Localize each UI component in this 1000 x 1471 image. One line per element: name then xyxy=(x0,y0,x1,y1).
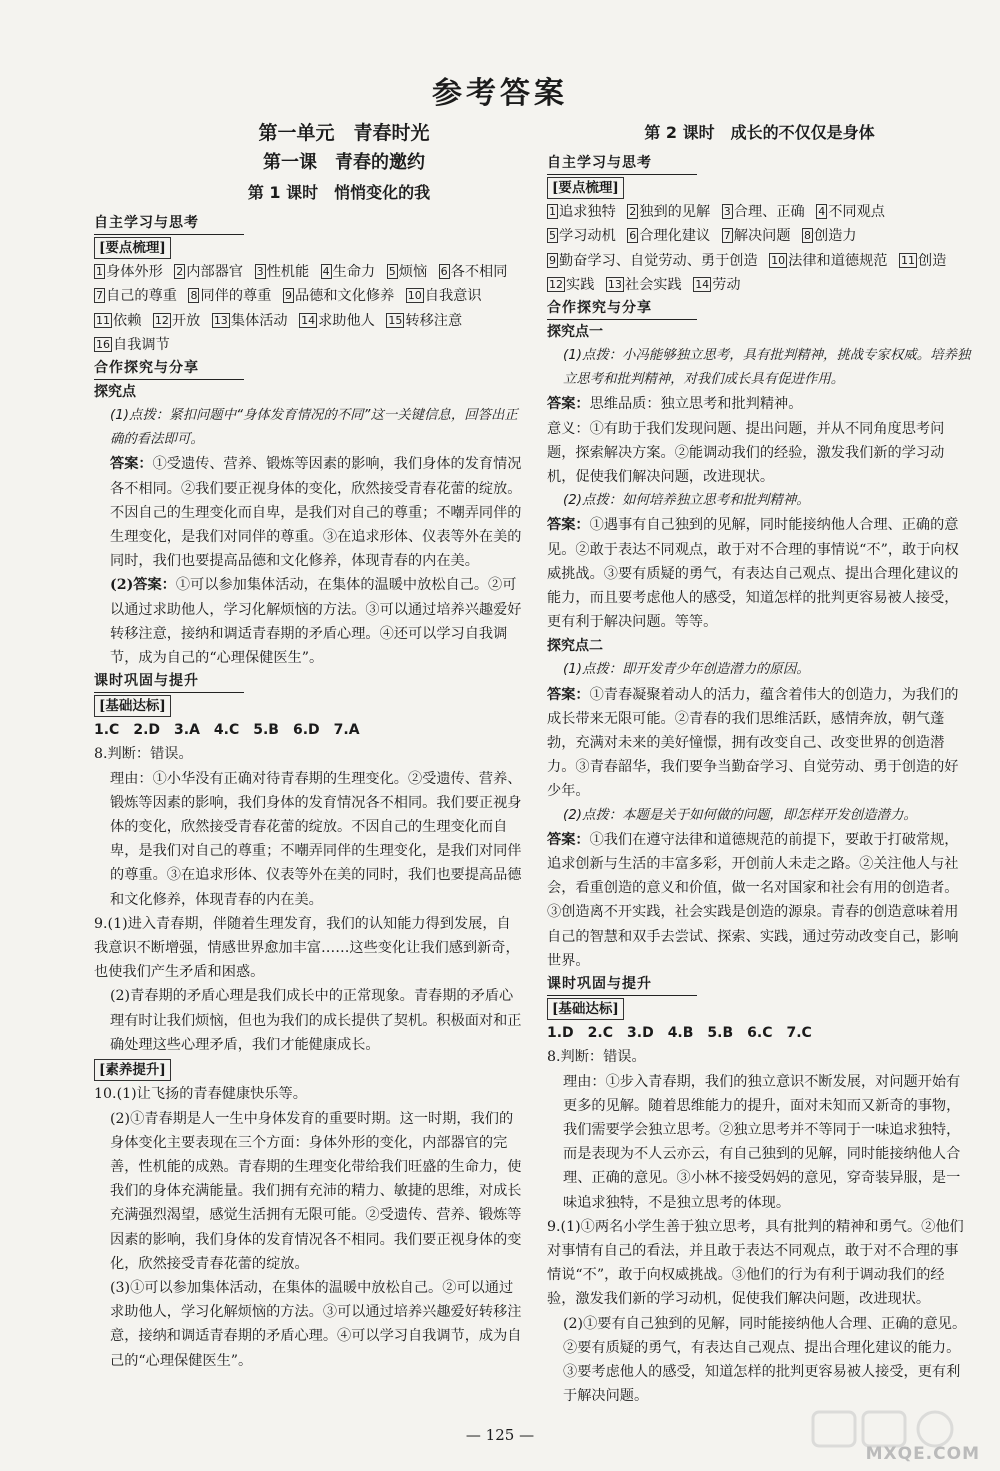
key-point-item xyxy=(94,337,170,353)
hint-text: (2)点拨：如何培养独立思考和批判精神。 xyxy=(563,493,810,509)
key-point-item xyxy=(802,228,857,244)
section-self-study: 自主学习与思考 xyxy=(547,152,697,175)
answer-label: 答案： xyxy=(547,396,590,413)
key-point-item xyxy=(94,288,177,304)
section-cooperation: 合作探究与分享 xyxy=(94,357,244,380)
answer-label: 答案： xyxy=(110,456,153,473)
key-point-text: 勤奋学习、自觉劳动、勇于创造 xyxy=(559,252,758,269)
period-heading: 第 2 课时 成长的不仅仅是身体 xyxy=(644,123,875,142)
key-point-text: 身体外形 xyxy=(106,264,163,281)
key-point-item xyxy=(255,264,310,280)
key-point-item xyxy=(899,253,946,269)
key-point-number: 16 xyxy=(96,337,110,351)
key-point-item xyxy=(174,264,243,280)
key-point-text: 独到的见解 xyxy=(639,204,711,221)
key-point-text: 社会实践 xyxy=(624,276,682,293)
key-point-item xyxy=(212,313,288,329)
key-point-number: 13 xyxy=(213,313,228,327)
multiple-choice-answers: 1.C 2.D 3.A 4.C 5.B 6.D 7.A xyxy=(94,722,360,739)
key-point-number: 11 xyxy=(901,253,915,267)
key-point-number: 9 xyxy=(549,253,556,267)
key-point-number: 7 xyxy=(723,229,731,243)
question-8-reason: 理由：①步入青春期，我们的独立意识不断发展，对问题开始有更多的见解。随着思维能力的提升，面对未知而又新奇的事物，我们需要学会独立思考。②独立思考并不等同于一味追求独特，而是表现为不人云亦云，有自己独到的见解，同时能接纳他人合理、正确的意见。③小林不接受妈妈的意见，穿奇装异服，是一味追求独特，不是独立思考的体现。 xyxy=(563,1073,961,1211)
key-point-text: 开放 xyxy=(171,312,201,329)
key-point-number: 14 xyxy=(301,313,316,327)
right-column xyxy=(547,118,972,1408)
hint-text: (1)点拨：紧扣问题中“身体发育情况的不同”这一关键信息，回答出正确的看法即可。 xyxy=(110,408,518,448)
key-point-item xyxy=(321,264,376,280)
key-point-number: 5 xyxy=(388,265,396,279)
period-heading: 第 1 课时 悄悄变化的我 xyxy=(247,183,431,202)
key-point-number: 12 xyxy=(154,313,169,327)
key-point-number: 2 xyxy=(629,205,637,219)
key-point-number: 11 xyxy=(96,313,110,327)
meaning-paragraph: 意义：①有助于我们发现问题、提出问题，并从不同角度思考问题，探索解决方案。②能调动我们的经验，激发我们新的学习动机，促使我们解决问题，改进现状。 xyxy=(547,420,945,486)
key-point-text: 烦恼 xyxy=(398,264,428,281)
key-point-item xyxy=(693,277,740,293)
key-point-item xyxy=(547,253,758,269)
key-point-item xyxy=(722,228,791,244)
unit-heading: 第一单元 青春时光 xyxy=(258,122,430,144)
lesson-heading: 第一课 青春的邀约 xyxy=(263,152,425,173)
key-point-item xyxy=(299,313,375,329)
key-point-number: 14 xyxy=(695,277,710,291)
section-cooperation: 合作探究与分享 xyxy=(547,297,697,320)
key-point-number: 15 xyxy=(388,313,403,327)
key-point-item xyxy=(816,204,885,220)
key-point-text: 内部器官 xyxy=(186,264,244,281)
question-9-part-2: (2)①要有自己独到的见解，同时能接纳他人合理、正确的意见。②要有质疑的勇气，有表达自己观点、提出合理化建议的能力。③要考虑他人的感受，知道怎样的批判更容易被人接受，更有利于解决问题。 xyxy=(563,1315,967,1405)
key-point-number: 2 xyxy=(176,265,184,279)
section-self-study: 自主学习与思考 xyxy=(94,212,244,235)
answer-label: 答案： xyxy=(547,517,590,534)
key-point-number: 8 xyxy=(804,229,812,243)
key-point-number: 7 xyxy=(96,289,103,303)
page-title: 参考答案 xyxy=(432,76,568,111)
question-10-part-1: 10.(1)让飞扬的青春健康快乐等。 xyxy=(94,1086,307,1103)
key-point-text: 解决问题 xyxy=(733,228,791,245)
key-points-list xyxy=(547,200,972,297)
key-point-number: 1 xyxy=(96,265,103,279)
key-point-item xyxy=(769,253,887,269)
key-point-item xyxy=(627,228,710,244)
key-point-item xyxy=(153,313,200,329)
key-point-text: 集体活动 xyxy=(230,312,288,329)
answer-label: (2)答案： xyxy=(110,577,176,594)
key-point-number: 10 xyxy=(771,253,786,267)
watermark-text: MXQE.COM xyxy=(865,1444,980,1464)
key-point-text: 创造力 xyxy=(814,228,857,245)
key-point-item xyxy=(387,264,427,280)
key-point-text: 学习动机 xyxy=(559,228,616,245)
answer-paragraph xyxy=(547,392,972,416)
key-point-text: 追求独特 xyxy=(559,204,616,221)
key-point-text: 劳动 xyxy=(712,276,741,293)
key-point-number: 4 xyxy=(322,265,330,279)
key-point-text: 生命力 xyxy=(332,264,376,281)
key-point-number: 10 xyxy=(407,289,422,303)
question-8: 8.判断：错误。 xyxy=(547,1049,646,1066)
section-consolidation: 课时巩固与提升 xyxy=(547,973,697,996)
key-point-item xyxy=(94,264,163,280)
box-basic: [基础达标] xyxy=(94,695,171,717)
key-point-text: 创造 xyxy=(918,252,947,269)
answer-label: 答案： xyxy=(547,831,590,848)
question-10-part-2: (2)①青春期是人一生中身体发育的重要时期。这一时期，我们的身体变化主要表现在三个方面：身体外形的变化，内部器官的完善，性机能的成熟。青春期的生理变化带给我们旺盛的生命力，使我们的身体充满能量。我们拥有充沛的精力、敏捷的思维，对成长充满强烈渴望，感觉生活拥有无限可能。②受遗传、营养、锻炼等因素的影响，我们身体的发育情况各不相同。我们要正视身体的变化，欣然接受青春花蕾的绽放。 xyxy=(110,1110,522,1272)
answer-paragraph xyxy=(94,452,524,573)
key-point-item xyxy=(386,313,462,329)
key-point-item xyxy=(547,204,616,220)
key-point-number: 1 xyxy=(549,205,556,219)
key-point-text: 合理、正确 xyxy=(733,204,805,221)
left-column xyxy=(94,118,524,1373)
box-literacy: [素养提升] xyxy=(94,1059,171,1081)
key-point-text: 依赖 xyxy=(113,312,142,329)
question-8: 8.判断：错误。 xyxy=(94,746,193,763)
answer-text: ①受遗传、营养、锻炼等因素的影响，我们身体的发育情况各不相同。②我们要正视身体的变化，欣然接受青春花蕾的绽放。不因自己的生理变化而自卑，是我们对自己的尊重；不嘲弄同伴的生理变化，是我们对同伴的尊重。③在追求形体、仪表等外在美的同时，我们也要提高品德和文化修养，体现青春的内在美。 xyxy=(110,456,522,570)
key-point-text: 不同观点 xyxy=(828,204,885,221)
key-point-number: 6 xyxy=(440,265,448,279)
answer-text: ①遇事有自己独到的见解，同时能接纳他人合理、正确的意见。②敢于表达不同观点，敢于对不合理的事情说“不”，敢于向权威挑战。③要有质疑的勇气，有表达自己观点、提出合理化建议的能力，而且要考虑他人的感受，知道怎样的批判更容易被人接受，更有利于解决问题。等等。 xyxy=(547,517,959,631)
key-point-number: 13 xyxy=(607,277,622,291)
key-point-text: 同伴的尊重 xyxy=(200,288,272,305)
answer-paragraph xyxy=(94,573,524,670)
key-point-text: 自我调节 xyxy=(113,336,170,353)
key-point-text: 自我意识 xyxy=(424,288,482,305)
key-point-text: 求助他人 xyxy=(318,312,375,329)
key-point-text: 品德和文化修养 xyxy=(294,288,395,305)
answer-text: ①我们在遵守法律和道德规范的前提下，要敢于打破常规，追求创新与生活的丰富多彩，开创前人未走之路。②关注他人与社会，看重创造的意义和价值，做一名对国家和社会有用的创造者。③创造离不开实践，社会实践是创造的源泉。青春的创造意味着用自己的智慧和双手去尝试、探索、实践，通过劳动改变自己，影响世界。 xyxy=(547,831,959,969)
key-point-number: 4 xyxy=(818,205,826,219)
question-10-part-3: (3)①可以参加集体活动，在集体的温暖中放松自己。②可以通过求助他人，学习化解烦恼的方法。③可以通过培养兴趣爱好转移注意，接纳和调适青春期的矛盾心理。④可以学习自我调节，成为自己的“心理保健医生”。 xyxy=(110,1279,522,1369)
key-point-item xyxy=(606,277,682,293)
question-9-part-2: (2)青春期的矛盾心理是我们成长中的正常现象。青春期的矛盾心理有时让我们烦恼，但也为我们的成长提供了契机。积极面对和正确处理这些心理矛盾，我们才能健康成长。 xyxy=(110,988,522,1053)
page-number: — 125 — xyxy=(465,1426,535,1444)
explore-heading: 探究点二 xyxy=(547,638,603,655)
key-point-number: 8 xyxy=(190,289,198,303)
multiple-choice-answers: 1.D 2.C 3.D 4.B 5.B 6.C 7.C xyxy=(547,1025,812,1042)
key-point-text: 性机能 xyxy=(266,264,310,281)
answer-text: ①青春凝聚着动人的活力，蕴含着伟大的创造力，为我们的成长带来无限可能。②青春的我们思维活跃，感情奔放，朝气蓬勃，充满对未来的美好憧憬，拥有改变自己、改变世界的创造潜力。③青春韶华，我们要争当勤奋学习、自觉劳动、勇于创造的好少年。 xyxy=(547,686,959,800)
key-point-item xyxy=(406,288,482,304)
box-basic: [基础达标] xyxy=(547,998,624,1020)
key-point-item xyxy=(547,277,594,293)
answer-text: ①可以参加集体活动，在集体的温暖中放松自己。②可以通过求助他人，学习化解烦恼的方法。③可以通过培养兴趣爱好转移注意，接纳和调适青春期的矛盾心理。④还可以学习自我调节，成为自己的“心理保健医生”。 xyxy=(110,577,522,667)
key-point-number: 12 xyxy=(549,277,563,291)
key-point-number: 3 xyxy=(256,265,264,279)
answer-paragraph xyxy=(547,828,972,973)
hint-text: (1)点拨：即开发青少年创造潜力的原因。 xyxy=(563,662,810,678)
key-point-text: 转移注意 xyxy=(405,312,463,329)
key-point-item xyxy=(283,288,394,304)
key-point-number: 5 xyxy=(549,229,556,243)
key-point-text: 各不相同 xyxy=(450,264,508,281)
answer-text: 思维品质：独立思考和批判精神。 xyxy=(589,396,803,413)
key-point-text: 实践 xyxy=(566,276,595,293)
explore-heading: 探究点 xyxy=(94,384,136,401)
key-point-text: 自己的尊重 xyxy=(106,288,177,305)
key-points-list xyxy=(94,260,524,357)
key-point-number: 3 xyxy=(723,205,731,219)
explore-heading: 探究点一 xyxy=(547,324,603,341)
key-point-item xyxy=(547,228,616,244)
key-point-item xyxy=(722,204,805,220)
key-point-text: 法律和道德规范 xyxy=(788,252,888,269)
hint-text: (2)点拨：本题是关于如何做的问题，即怎样开发创造潜力。 xyxy=(563,807,917,823)
section-consolidation: 课时巩固与提升 xyxy=(94,670,244,693)
key-point-item xyxy=(188,288,271,304)
key-point-item xyxy=(439,264,508,280)
key-point-number: 6 xyxy=(629,229,637,243)
box-key-points: [要点梳理] xyxy=(547,177,624,199)
answer-paragraph xyxy=(547,683,972,804)
answer-label: 答案： xyxy=(547,686,590,703)
key-point-number: 9 xyxy=(284,289,292,303)
hint-text: (1)点拨：小冯能够独立思考，具有批判精神，挑战专家权威。培养独立思考和批判精神，对我们成长具有促进作用。 xyxy=(563,348,971,388)
question-9-part-1: 9.(1)①两名小学生善于独立思考，具有批判的精神和勇气。②他们对事情有自己的看法，并且敢于表达不同观点，敢于对不合理的事情说“不”，敢于向权威挑战。③他们的行为有利于调动我们的经验，激发我们新的学习动机，促使我们解决问题，改进现状。 xyxy=(547,1218,964,1308)
box-key-points: [要点梳理] xyxy=(94,237,171,259)
question-9-part-1: 9.(1)进入青春期，伴随着生理发育，我们的认知能力得到发展，自我意识不断增强，情感世界愈加丰富……这些变化让我们感到新奇，也使我们产生矛盾和困惑。 xyxy=(94,915,520,981)
key-point-item xyxy=(94,313,141,329)
key-point-text: 合理化建议 xyxy=(639,228,711,245)
answer-paragraph xyxy=(547,513,972,634)
key-point-item xyxy=(627,204,710,220)
question-8-reason: 理由：①小华没有正确对待青春期的生理变化。②受遗传、营养、锻炼等因素的影响，我们身体的发育情况各不相同。我们要正视身体的变化，欣然接受青春花蕾的绽放。不因自己的生理变化而自卑，是我们对自己的尊重；不嘲弄同伴的生理变化，是我们对同伴的尊重。③在追求形体、仪表等外在美的同时，我们也要提高品德和文化修养，体现青春的内在美。 xyxy=(110,770,522,908)
